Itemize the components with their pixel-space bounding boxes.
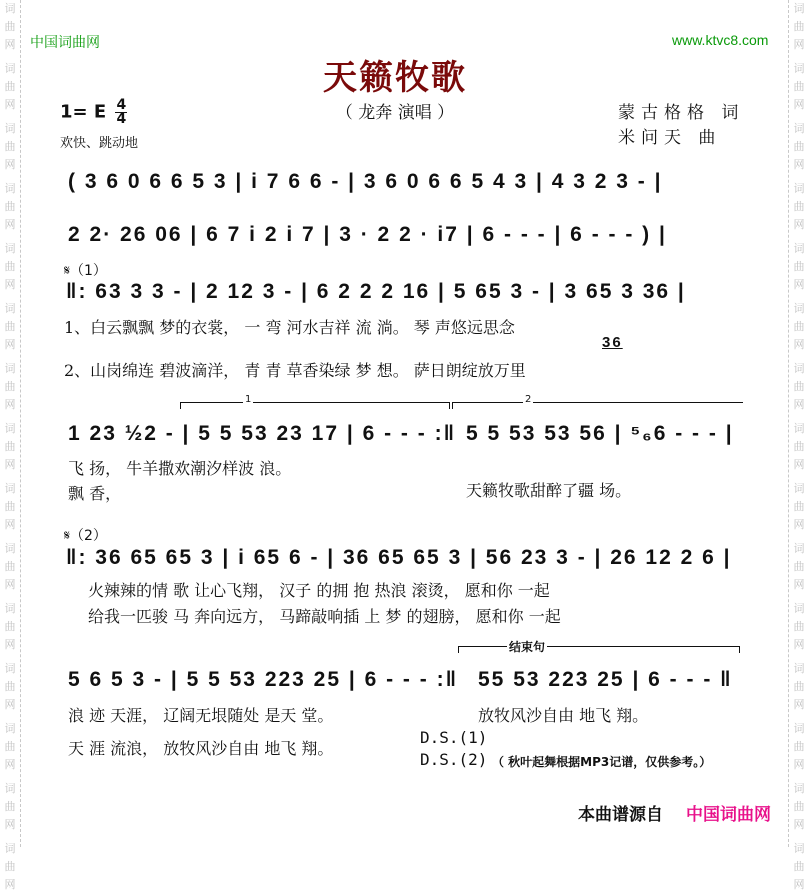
watermark-glyph: 曲 <box>4 260 16 273</box>
watermark-glyph: 曲 <box>4 740 16 753</box>
score-row-6a: 5 6 5 3 - | 5 5 53 223 25 | 6 - - - :‖ <box>68 668 459 691</box>
watermark-glyph: 网 <box>4 518 16 531</box>
transcription-note: （ 秋叶起舞根据MP3记谱，仅供参考。） <box>492 755 712 769</box>
watermark-glyph: 曲 <box>793 380 805 393</box>
watermark-glyph: 曲 <box>793 560 805 573</box>
watermark-glyph: 网 <box>793 38 805 51</box>
watermark-glyph: 曲 <box>4 680 16 693</box>
key-signature <box>60 99 127 126</box>
watermark-glyph: 网 <box>4 878 16 891</box>
watermark-glyph: 曲 <box>793 440 805 453</box>
watermark-glyph: 网 <box>793 158 805 171</box>
watermark-glyph: 曲 <box>793 80 805 93</box>
watermark-glyph: 曲 <box>4 20 16 33</box>
watermark-glyph: 词 <box>4 662 16 675</box>
watermark-glyph: 词 <box>4 482 16 495</box>
watermark-glyph: 词 <box>4 62 16 75</box>
lyric-row-4-verse-1: 飞 扬， 牛羊撒欢潮汐样波 浪。 <box>68 459 292 478</box>
site-name-left: 中国词曲网 <box>30 35 100 51</box>
watermark-glyph: 词 <box>4 542 16 555</box>
watermark-glyph: 网 <box>4 278 16 291</box>
watermark-glyph: 网 <box>4 818 16 831</box>
watermark-glyph: 曲 <box>793 260 805 273</box>
score-row-5: ‖: 36 65 65 3 | i 65 6 - | 36 65 65 3 | 56 23 3 - | 26 12 2 6 | <box>66 546 732 569</box>
lyric-row-6-verse-1: 浪 迹 天涯， 辽阔无垠随处 是天 堂。 <box>68 706 334 725</box>
watermark-glyph: 词 <box>4 242 16 255</box>
score-row-3: ‖: 63 3 3 - | 2 12 3 - | 6 2 2 2 16 | 5 65 3 - | 3 65 3 36 | <box>66 280 686 303</box>
watermark-glyph: 网 <box>4 458 16 471</box>
singer-credit: （ 龙奔 演唱 ） <box>335 103 455 123</box>
watermark-glyph: 词 <box>793 242 805 255</box>
watermark-glyph: 网 <box>4 338 16 351</box>
watermark-glyph: 词 <box>793 662 805 675</box>
time-sig-top: 4 <box>116 97 127 113</box>
lyric-row-3-verse-1: 1、白云飘飘 梦的衣裳， 一 弯 河水吉祥 流 淌。 琴 声悠远思念 <box>64 318 515 337</box>
watermark-glyph: 曲 <box>793 680 805 693</box>
watermark-glyph: 词 <box>793 782 805 795</box>
watermark-glyph: 曲 <box>793 800 805 813</box>
watermark-glyph: 网 <box>793 578 805 591</box>
watermark-glyph: 网 <box>4 578 16 591</box>
watermark-glyph: 网 <box>4 698 16 711</box>
watermark-glyph: 词 <box>793 842 805 855</box>
score-row-6b: 55 53 223 25 | 6 - - - ‖ <box>478 668 733 691</box>
volta-1-label: 1 <box>245 394 252 405</box>
watermark-glyph: 词 <box>793 302 805 315</box>
watermark-glyph: 曲 <box>4 140 16 153</box>
volta-2-bracket <box>452 394 743 409</box>
watermark-glyph: 词 <box>793 122 805 135</box>
source-label: 本曲谱源自 <box>578 805 663 825</box>
tempo-marking: 欢快、跳动地 <box>60 136 139 151</box>
watermark-glyph: 词 <box>4 182 16 195</box>
watermark-glyph: 词 <box>793 362 805 375</box>
lyric-row-6-ending: 放牧风沙自由 地飞 翔。 <box>478 706 649 725</box>
segno-2-marker: 𝄋（2） <box>64 528 107 544</box>
watermark-glyph: 网 <box>793 98 805 111</box>
time-signature <box>115 99 127 126</box>
watermark-glyph: 词 <box>4 842 16 855</box>
lyric-row-4-volta-2: 天籁牧歌甜醉了疆 场。 <box>466 481 632 500</box>
watermark-glyph: 曲 <box>793 140 805 153</box>
watermark-glyph: 曲 <box>793 500 805 513</box>
watermark-glyph: 网 <box>4 398 16 411</box>
watermark-glyph: 网 <box>4 98 16 111</box>
watermark-glyph: 曲 <box>4 440 16 453</box>
watermark-glyph: 曲 <box>4 620 16 633</box>
watermark-glyph: 曲 <box>793 740 805 753</box>
score-row-1: ( 3 6 0 6 6 5 3 | i 7 6 6 - | 3 6 0 6 6 5 4 3 | 4 3 2 3 - | <box>68 170 663 193</box>
lyric-row-5-verse-2: 给我一匹骏 马 奔向远方， 马蹄敲响插 上 梦 的翅膀， 愿和你 一起 <box>88 607 561 626</box>
time-sig-bottom: 4 <box>116 111 127 127</box>
watermark-glyph: 词 <box>4 782 16 795</box>
watermark-glyph: 网 <box>793 818 805 831</box>
watermark-glyph: 曲 <box>4 80 16 93</box>
watermark-glyph: 词 <box>793 602 805 615</box>
watermark-glyph: 曲 <box>793 860 805 873</box>
alt-notes: 36 <box>602 334 623 351</box>
watermark-glyph: 曲 <box>793 20 805 33</box>
watermark-glyph: 网 <box>793 518 805 531</box>
watermark-glyph: 曲 <box>4 380 16 393</box>
volta-1-bracket <box>180 394 450 409</box>
watermark-glyph: 网 <box>793 878 805 891</box>
watermark-glyph: 网 <box>793 698 805 711</box>
watermark-glyph: 网 <box>4 218 16 231</box>
watermark-glyph: 曲 <box>793 200 805 213</box>
watermark-glyph: 词 <box>793 182 805 195</box>
source-site-link[interactable]: 中国词曲网 <box>686 805 771 825</box>
key-label: 1= E <box>60 101 107 123</box>
watermark-glyph: 网 <box>4 758 16 771</box>
watermark-glyph: 词 <box>4 302 16 315</box>
right-watermark-strip <box>788 0 808 891</box>
watermark-glyph: 网 <box>793 458 805 471</box>
watermark-glyph: 曲 <box>793 620 805 633</box>
score-row-4a: 1 23 ½2 - | 5 5 53 23 17 | 6 - - - :‖ <box>68 422 457 445</box>
watermark-glyph: 网 <box>4 158 16 171</box>
watermark-glyph: 曲 <box>4 560 16 573</box>
watermark-glyph: 词 <box>4 602 16 615</box>
watermark-glyph: 曲 <box>4 860 16 873</box>
watermark-glyph: 网 <box>793 758 805 771</box>
watermark-glyph: 词 <box>793 722 805 735</box>
watermark-glyph: 曲 <box>4 200 16 213</box>
watermark-glyph: 网 <box>793 398 805 411</box>
lyric-row-6-verse-2: 天 涯 流浪， 放牧风沙自由 地飞 翔。 <box>68 739 334 758</box>
watermark-glyph: 词 <box>793 482 805 495</box>
ending-label: 结束句 <box>509 640 546 654</box>
watermark-glyph: 网 <box>4 638 16 651</box>
score-row-2: 2 2· 26 06 | 6 7 i 2 i 7 | 3 · 2 2 · i7 | 6 - - - | 6 - - - ) | <box>68 223 667 246</box>
score-row-4b: 5 5 53 53 56 | ⁵₆6 - - - | <box>466 422 734 445</box>
watermark-glyph: 曲 <box>4 320 16 333</box>
watermark-glyph: 曲 <box>793 320 805 333</box>
watermark-glyph: 词 <box>4 122 16 135</box>
watermark-glyph: 词 <box>793 2 805 15</box>
lyricist-credit: 蒙古格格 词 <box>618 103 745 123</box>
watermark-glyph: 网 <box>793 278 805 291</box>
watermark-glyph: 网 <box>793 338 805 351</box>
watermark-glyph: 网 <box>793 218 805 231</box>
watermark-glyph: 词 <box>4 722 16 735</box>
song-title: 天籁牧歌 <box>323 58 467 98</box>
watermark-glyph: 网 <box>4 38 16 51</box>
dal-segno-2: D.S.(2) <box>420 750 488 769</box>
ending-bracket <box>458 640 740 654</box>
watermark-glyph: 词 <box>793 62 805 75</box>
watermark-glyph: 网 <box>793 638 805 651</box>
lyric-row-3-verse-2: 2、山岗绵连 碧波滴洋， 青 青 草香染绿 梦 想。 萨日朗绽放万里 <box>64 361 526 380</box>
watermark-glyph: 曲 <box>4 800 16 813</box>
composer-credit: 米问天 曲 <box>618 128 722 148</box>
watermark-glyph: 词 <box>793 542 805 555</box>
segno-1-marker: 𝄋（1） <box>64 263 107 279</box>
watermark-glyph: 词 <box>4 422 16 435</box>
left-watermark-strip <box>0 0 21 891</box>
lyric-row-4-verse-2: 飘 香， <box>68 484 122 503</box>
watermark-glyph: 词 <box>793 422 805 435</box>
site-url-right[interactable]: www.ktvc8.com <box>672 32 769 48</box>
watermark-glyph: 词 <box>4 362 16 375</box>
lyric-row-5-verse-1: 火辣辣的情 歌 让心飞翔， 汉子 的拥 抱 热浪 滚烫， 愿和你 一起 <box>88 581 550 600</box>
watermark-glyph: 词 <box>4 2 16 15</box>
dal-segno-1: D.S.(1) <box>420 728 488 747</box>
volta-2-label: 2 <box>525 394 532 405</box>
watermark-glyph: 曲 <box>4 500 16 513</box>
